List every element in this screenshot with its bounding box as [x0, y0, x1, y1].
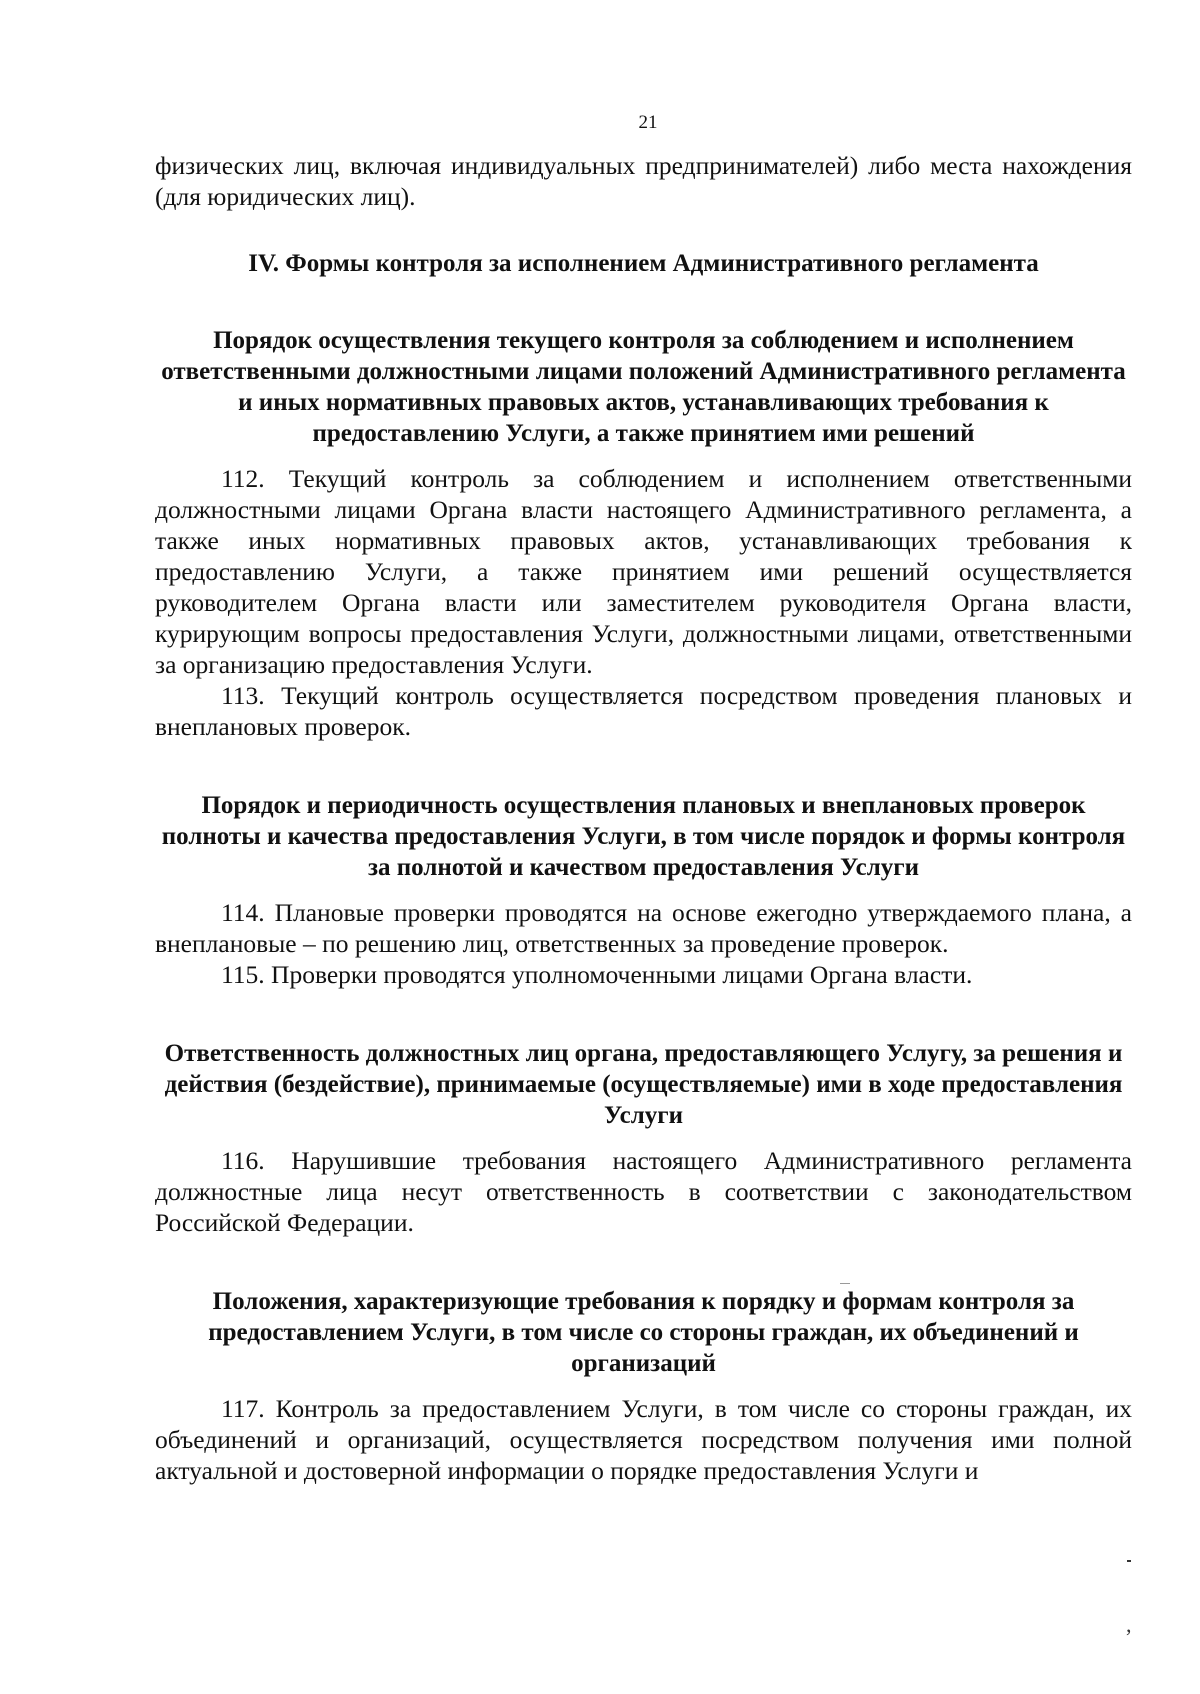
- subheading-control-forms: Положения, характеризующие требования к порядку и формам контроля за предоставлением Услуги, в том числе со стороны граждан, их объединений и организаций: [208, 1288, 1079, 1377]
- subheading-responsibility: Ответственность должностных лиц органа, предоставляющего Услугу, за решения и действия (бездействие), принимаемые (осуществляемые) ими в ходе предоставления Услуги: [164, 1040, 1123, 1129]
- section-heading: IV. Формы контроля за исполнением Административного регламента: [248, 250, 1039, 277]
- paragraph-117: 117. Контроль за предоставлением Услуги, в том числе со стороны граждан, их объединений и организаций, осуществляется посредством получения ими полной актуальной и достоверной информации о порядке предоставления Услуги и: [155, 1394, 1132, 1485]
- paragraph-115: 115. Проверки проводятся уполномоченными лицами Органа власти.: [221, 960, 973, 989]
- intro-paragraph: физических лиц, включая индивидуальных предпринимателей) либо места нахождения (для юридических лиц).: [155, 151, 1132, 211]
- margin-dash-mark: [1127, 1560, 1131, 1562]
- paragraph-113: 113. Текущий контроль осуществляется посредством проведения плановых и внеплановых проверок.: [155, 681, 1132, 741]
- document-body: [155, 150, 1132, 1486]
- paragraph-114: 114. Плановые проверки проводятся на основе ежегодно утверждаемого плана, а внеплановые – по решению лиц, ответственных за проведение проверок.: [155, 898, 1132, 958]
- paragraph-116: 116. Нарушившие требования настоящего Административного регламента должностные лица несут ответственность в соответствии с законодательством Российской Федерации.: [155, 1146, 1132, 1237]
- subheading-current-control: Порядок осуществления текущего контроля за соблюдением и исполнением ответственными должностными лицами положений Административного регламента и иных нормативных правовых актов, устанавливающих требования к предоставлению Услуги, а также принятием ими решений: [161, 327, 1126, 447]
- page-number: 21: [638, 112, 658, 133]
- scan-artifact: [840, 1283, 850, 1284]
- subheading-inspections: Порядок и периодичность осуществления плановых и внеплановых проверок полноты и качества предоставления Услуги, в том числе порядок и формы контроля за полнотой и качеством предоставления Услуги: [161, 792, 1126, 881]
- margin-comma-mark: ,: [1126, 1612, 1132, 1637]
- paragraph-112: 112. Текущий контроль за соблюдением и исполнением ответственными должностными лицами Органа власти настоящего Административного регламента, а также иных нормативных правовых актов, устанавливающих требования к предоставлению Услуги, а также принятием ими решений осуществляется руководителем Органа власти или заместителем руководителя Органа власти, курирующим вопросы предоставления Услуги, должностными лицами, ответственными за организацию предоставления Услуги.: [155, 464, 1132, 679]
